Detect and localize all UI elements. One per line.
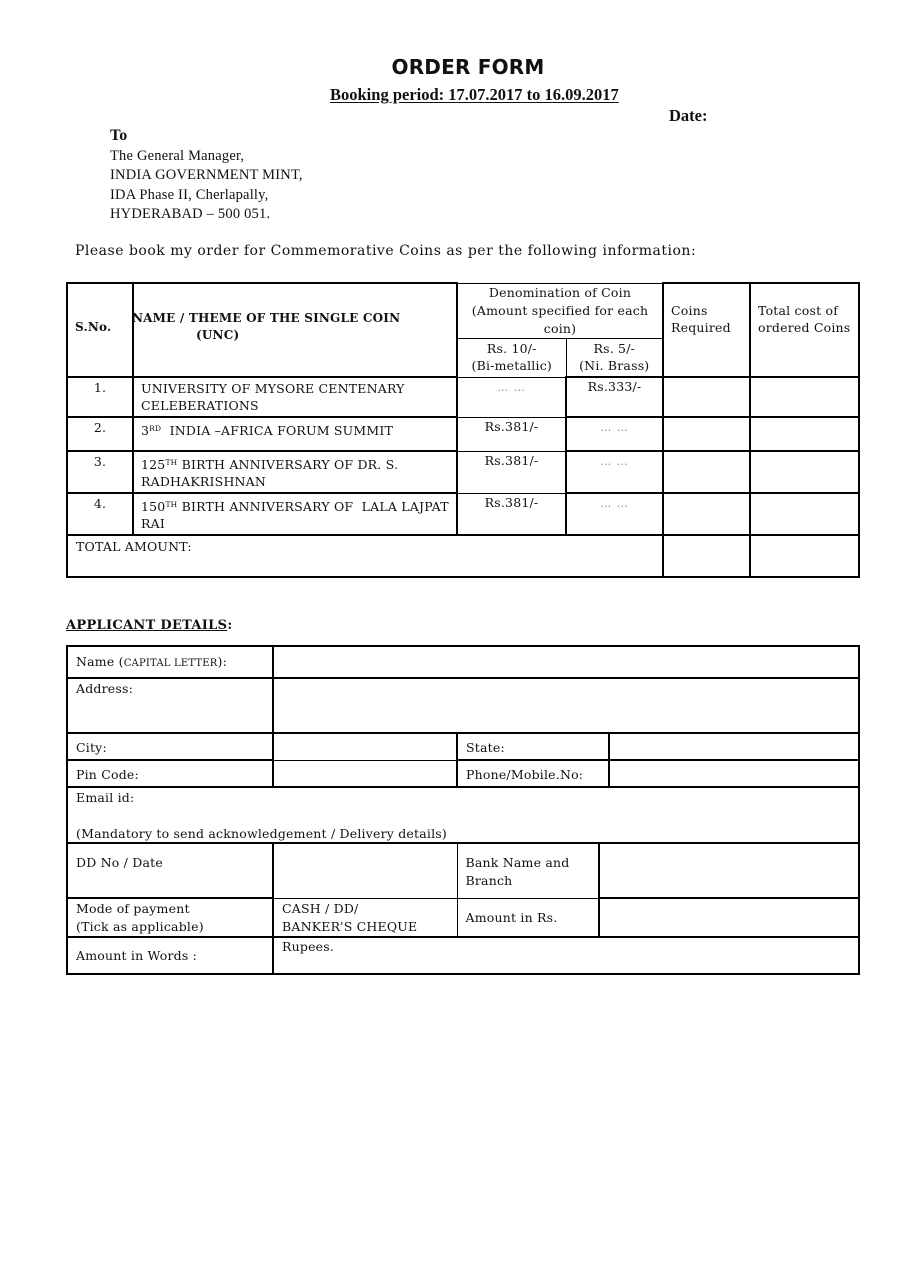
name-field[interactable]	[273, 646, 859, 678]
state-field[interactable]	[609, 733, 859, 760]
rs10-value: … …	[497, 380, 526, 394]
email-note: (Mandatory to send acknowledgement / Delivery details)	[76, 825, 447, 841]
booking-period: Booking period: 17.07.2017 to 16.09.2017	[330, 85, 619, 104]
dd-label: DD No / Date	[67, 843, 273, 898]
header-rs5	[566, 338, 663, 377]
phone-field[interactable]	[609, 760, 859, 787]
email-value[interactable]	[76, 807, 850, 825]
table-row	[67, 377, 859, 417]
header-coin-name	[133, 283, 457, 377]
recipient-line-1: The General Manager,	[110, 148, 245, 164]
pin-code-label: Pin Code:	[67, 760, 273, 787]
applicant-table	[66, 645, 860, 975]
row-rs5	[566, 451, 663, 493]
address-field[interactable]	[273, 678, 859, 733]
header-sno: S.No.	[67, 283, 133, 377]
recipient-line-4: HYDERABAD – 500 051.	[110, 206, 271, 222]
header-coin-name-sub: (UNC)	[196, 328, 240, 342]
recipient-line-3: IDA Phase II, Cherlapally,	[110, 187, 269, 203]
coin-name-prefix: 150	[141, 499, 166, 514]
applicant-heading-text: APPLICANT DETAILS	[66, 618, 228, 633]
table-row	[67, 417, 859, 451]
header-rs5-label: Rs. 5/-	[593, 340, 636, 356]
phone-label: Phone/Mobile.No:	[457, 760, 609, 787]
coin-name-prefix: 125	[141, 457, 166, 472]
order-table	[66, 282, 860, 578]
row-rs5	[566, 417, 663, 451]
amount-rs-field[interactable]	[599, 898, 859, 937]
mode-label-line-2: (Tick as applicable)	[76, 919, 204, 934]
city-field[interactable]	[273, 733, 457, 760]
coin-name-sup: TH	[165, 458, 178, 467]
header-rs10	[457, 338, 566, 377]
total-row	[67, 535, 859, 577]
row-coin-name	[133, 377, 457, 417]
amount-rs-label: Amount in Rs.	[457, 898, 599, 937]
email-label: Email id:	[76, 790, 135, 805]
name-label	[67, 646, 273, 678]
intro-text: Please book my order for Commemorative Coins as per the following information:	[75, 243, 697, 259]
coins-required-input[interactable]	[663, 451, 750, 493]
amount-in-words-field[interactable]: Rupees.	[273, 937, 859, 974]
table-row	[67, 493, 859, 535]
row-rs10: Rs.381/-	[457, 417, 566, 451]
header-rs10-label: Rs. 10/-	[486, 340, 537, 356]
coins-required-input[interactable]	[663, 417, 750, 451]
row-rs5: Rs.333/-	[566, 377, 663, 417]
table-row	[67, 451, 859, 493]
name-label-caps: CAPITAL LETTER	[123, 658, 218, 669]
mode-options-line-2: BANKER’S CHEQUE	[282, 918, 418, 934]
name-label-end: ):	[217, 654, 228, 669]
date-label: Date:	[669, 106, 708, 125]
bank-field[interactable]	[599, 843, 859, 898]
row-coin-name	[133, 417, 457, 451]
amount-in-words-label: Amount in Words :	[67, 937, 273, 974]
coin-name-sup: TH	[165, 500, 178, 509]
header-rs10-sub: (Bi-metallic)	[471, 357, 552, 373]
header-total-cost: Total cost of ordered Coins	[750, 283, 859, 377]
header-denomination: Denomination of Coin (Amount specified for each coin)	[457, 283, 663, 338]
coin-name-prefix: 3	[141, 423, 150, 438]
mode-options-line-1: CASH / DD/	[282, 900, 359, 916]
form-title: ORDER FORM	[391, 55, 545, 79]
row-rs10	[457, 377, 566, 417]
row-sno: 3.	[67, 451, 133, 493]
total-cost-input[interactable]	[750, 493, 859, 535]
header-coins-required: Coins Required	[663, 283, 750, 377]
mode-of-payment-label	[67, 898, 273, 937]
row-sno: 1.	[67, 377, 133, 417]
dd-field[interactable]	[273, 843, 457, 898]
mode-of-payment-options[interactable]	[273, 898, 457, 937]
total-coins-input[interactable]	[663, 535, 750, 577]
state-label: State:	[457, 733, 609, 760]
coin-name-sup: RD	[149, 424, 162, 433]
coin-name-text: BIRTH ANNIVERSARY OF DR. S. RADHAKRISHNAN	[141, 457, 403, 489]
total-amount-label: TOTAL AMOUNT:	[67, 535, 663, 577]
row-rs10: Rs.381/-	[457, 493, 566, 535]
bank-label: Bank Name and Branch	[457, 843, 599, 898]
applicant-heading-colon: :	[227, 618, 233, 633]
coin-name-text: INDIA –AFRICA FORUM SUMMIT	[161, 423, 394, 438]
coins-required-input[interactable]	[663, 493, 750, 535]
coin-name-text: BIRTH ANNIVERSARY OF LALA LAJPAT RAI	[141, 499, 453, 531]
row-sno: 4.	[67, 493, 133, 535]
coins-required-input[interactable]	[663, 377, 750, 417]
row-rs5	[566, 493, 663, 535]
total-cost-input[interactable]	[750, 451, 859, 493]
rs5-value: … …	[600, 455, 629, 468]
city-label: City:	[67, 733, 273, 760]
row-coin-name	[133, 451, 457, 493]
to-label: To	[110, 127, 128, 144]
applicant-details-heading	[66, 618, 232, 633]
grand-total-input[interactable]	[750, 535, 859, 577]
total-cost-input[interactable]	[750, 377, 859, 417]
coin-name-text: UNIVERSITY OF MYSORE CENTENARY CELEBERATIONS	[141, 381, 405, 413]
row-coin-name	[133, 493, 457, 535]
rs5-value: … …	[600, 497, 629, 510]
header-rs5-sub: (Ni. Brass)	[579, 357, 650, 373]
address-label: Address:	[67, 678, 273, 733]
mode-label-line-1: Mode of payment	[76, 901, 190, 916]
rs5-value: … …	[600, 421, 629, 434]
row-sno: 2.	[67, 417, 133, 451]
total-cost-input[interactable]	[750, 417, 859, 451]
recipient-line-2: INDIA GOVERNMENT MINT,	[110, 167, 303, 183]
pin-code-field[interactable]	[273, 760, 457, 787]
header-coin-name-text: NAME / THEME OF THE SINGLE COIN	[132, 311, 401, 325]
email-field[interactable]	[67, 787, 859, 843]
row-rs10: Rs.381/-	[457, 451, 566, 493]
name-label-text: Name (	[76, 654, 124, 669]
